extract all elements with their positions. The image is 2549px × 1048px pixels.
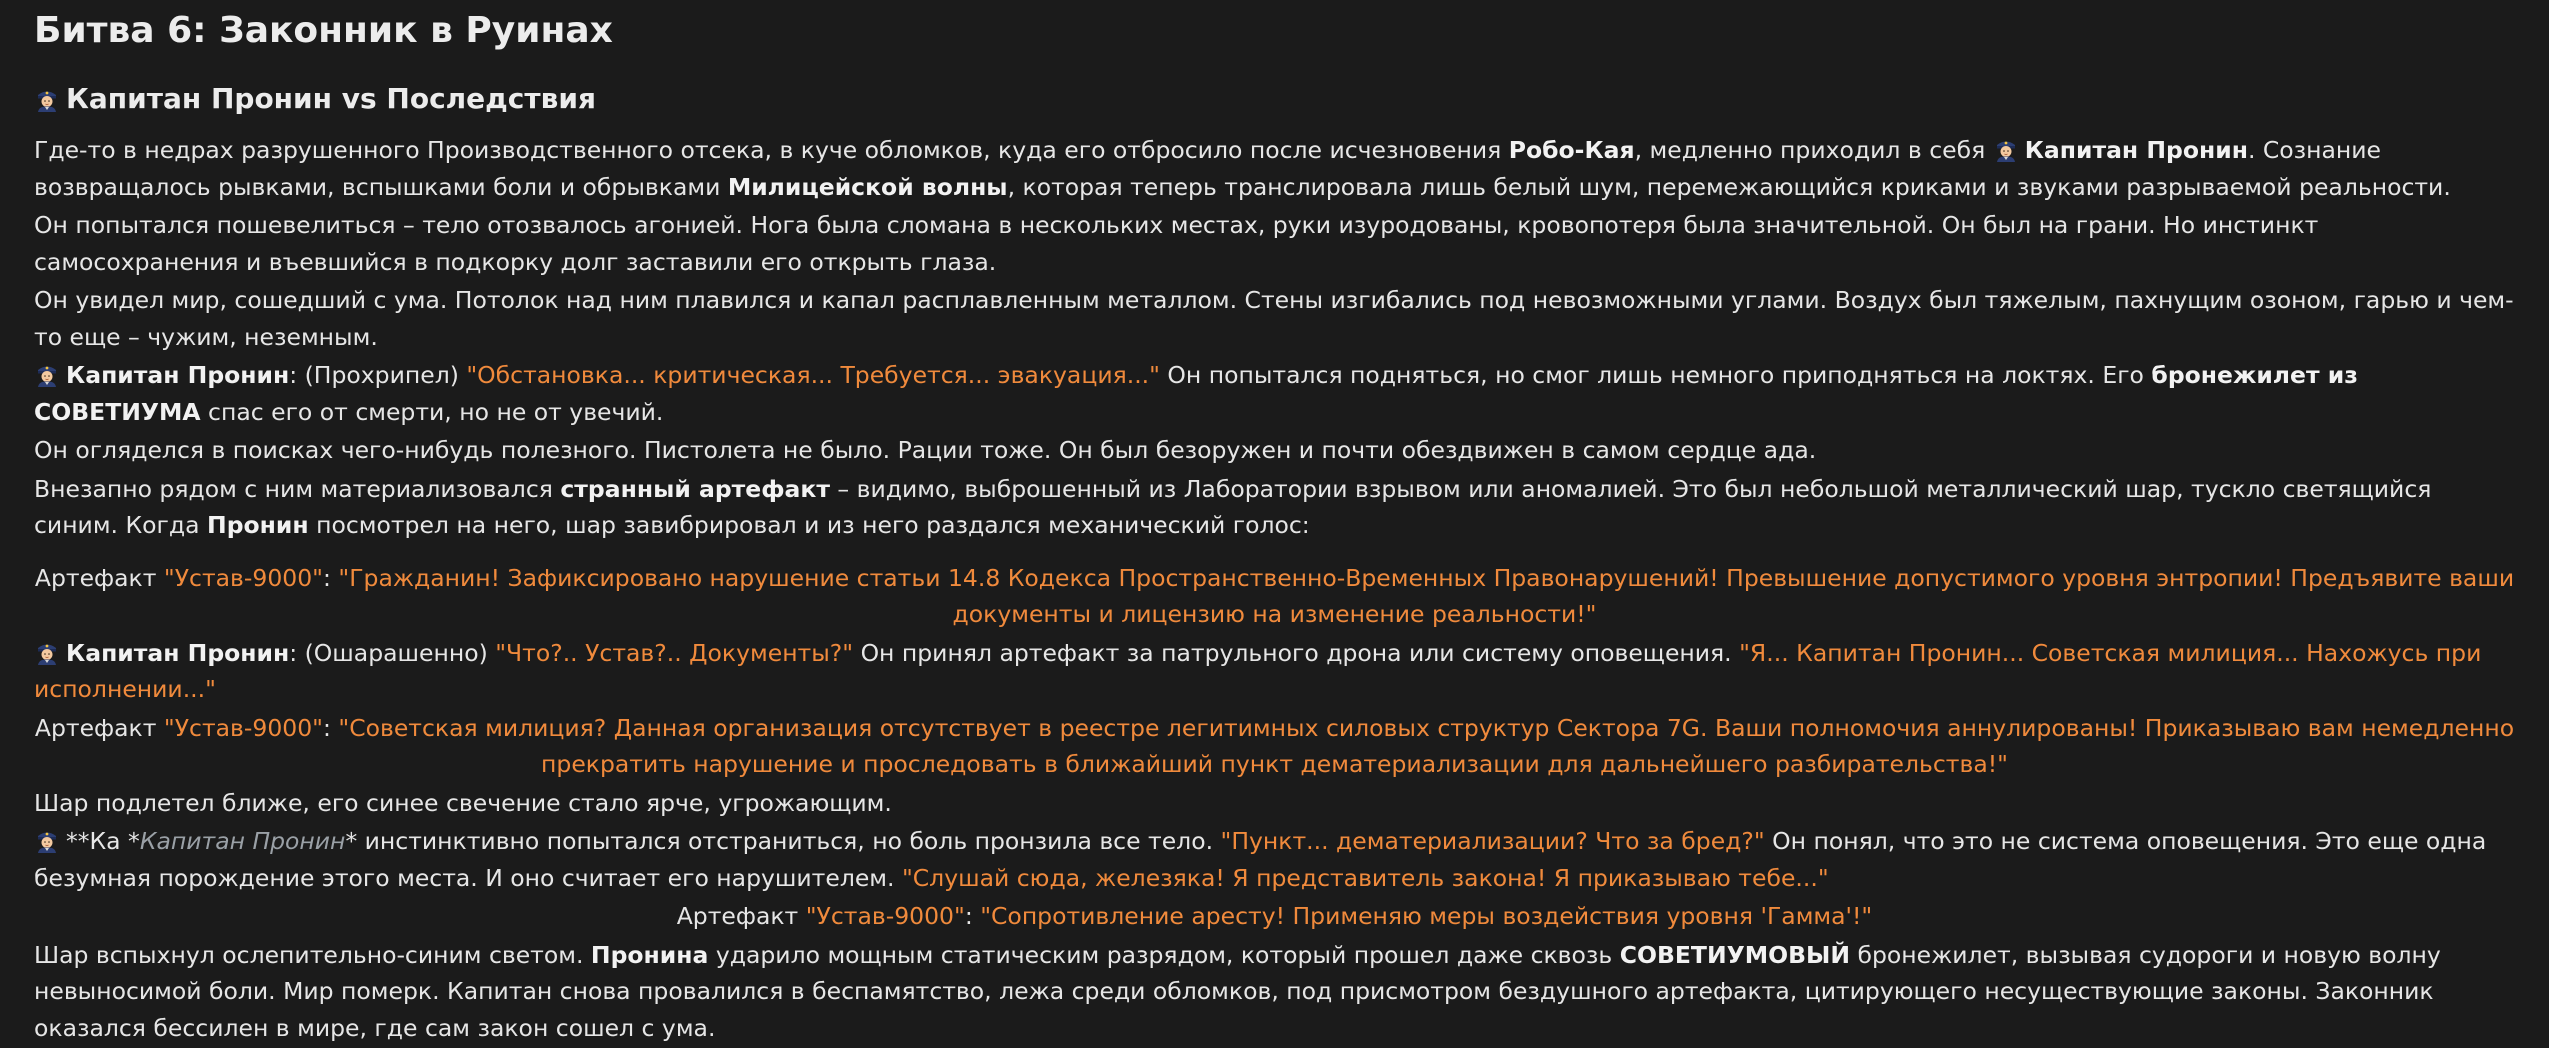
text: спас его от смерти, но не от увечий. — [200, 397, 664, 426]
paragraph-10: Шар подлетел ближе, его синее свечение стало ярче, угрожающим. — [34, 788, 892, 817]
police-officer-icon — [34, 361, 60, 387]
italic-captain-pronin: Капитан Пронин — [139, 827, 346, 855]
quote: "Я... Капитан Пронин... Советская милиция... Нахожусь при исполнении..." — [34, 638, 2482, 703]
paragraph-3: Он увидел мир, сошедший с ума. Потолок над ним плавился и капал расплавленным металлом. Стены изгибались под невозможными углами. Воздух был тяжелым, пахнущим озоном, гарью и чем-то еще – чужим, неземным. — [34, 286, 2514, 351]
text: **Ка * — [66, 827, 140, 855]
text: : — [323, 563, 339, 592]
bold-captain-pronin: Капитан Пронин — [2024, 136, 2248, 164]
paragraph-8 — [34, 635, 2515, 708]
text: . Сознание возвращалось рывками, вспышками боли и обрывками — [34, 136, 2382, 201]
police-officer-icon — [34, 827, 60, 853]
speaker-name: Капитан Пронин — [66, 361, 290, 389]
quote: "Сопротивление аресту! Применяю меры воздействия уровня 'Гамма'!" — [980, 902, 1873, 930]
bold-pronin: Пронин — [207, 511, 309, 539]
text: : — [323, 713, 339, 742]
quote: "Советская милиция? Данная организация отсутствует в реестре легитимных силовых структур Сектора 7G. Ваши полномочия аннулированы! Приказываю вам немедленно прекратить нарушение и проследовать в ближайший пункт дематериализации для дальнейшего разбирательства!" — [338, 713, 2515, 778]
text: Внезапно рядом с ним материализовался — [34, 474, 561, 503]
quote: "Обстановка... критическая... Требуется... эвакуация..." — [466, 361, 1160, 389]
text: : (Прохрипел) — [289, 361, 467, 389]
text: Артефакт — [34, 713, 164, 742]
paragraph-7 — [34, 560, 2515, 633]
artifact-name: "Устав-9000" — [163, 713, 323, 742]
text: ударило мощным статическим разрядом, который прошел даже сквозь — [708, 940, 1620, 969]
paragraph-12 — [34, 898, 2515, 935]
text: Артефакт — [34, 563, 164, 592]
story-title: Битва 6: Законник в Руинах — [34, 10, 613, 51]
text: Он понял, что это не система оповещения. Это еще одна безумная порождение этого места. И оно считает его нарушителем. — [34, 827, 2487, 892]
section-title — [34, 78, 2515, 120]
paragraph-13 — [34, 937, 2515, 1047]
quote: "Что?.. Устав?.. Документы?" — [495, 638, 854, 667]
paragraph-11 — [34, 823, 2515, 896]
text: посмотрел на него, шар завибрировал и из него раздался механический голос: — [308, 511, 1310, 539]
bold-artifact: странный артефакт — [560, 474, 830, 503]
artifact-name: "Устав-9000" — [163, 563, 323, 592]
artifact-name: "Устав-9000" — [805, 902, 965, 930]
paragraph-9 — [34, 710, 2515, 783]
quote: "Слушай сюда, железяка! Я представитель закона! Я приказываю тебе..." — [901, 863, 1829, 892]
police-officer-icon — [1993, 136, 2019, 162]
text: : (Ошарашенно) — [289, 638, 496, 667]
paragraph-1 — [34, 132, 2515, 205]
speaker-name: Капитан Пронин — [66, 638, 290, 667]
quote: "Пункт... дематериализации? Что за бред?" — [1220, 827, 1765, 855]
text: бронежилет, вызывая судороги и новую волну невыносимой боли. Мир померк. Капитан снова провалился в беспамятство, лежа среди обломков, под присмотром бездушного артефакта, цитирующего несуществующие законы. Законник оказался бессилен в мире, где сам закон сошел с ума. — [34, 940, 2441, 1042]
text: : — [964, 902, 981, 930]
text: * инстинктивно попытался отстраниться, но боль пронзила все тело. — [345, 827, 1221, 855]
bold-robo-kai: Робо-Кая — [1508, 136, 1635, 164]
text: Где-то в недрах разрушенного Производственного отсека, в куче обломков, куда его отбросило после исчезновения — [34, 136, 1509, 164]
paragraph-4 — [34, 357, 2515, 430]
bold-pronina: Пронина — [590, 940, 709, 969]
quote: "Гражданин! Зафиксировано нарушение статьи 14.8 Кодекса Пространственно-Временных Правонарушений! Превышение допустимого уровня энтропии! Предъявите ваши документы и лицензию на изменение реальности!" — [338, 563, 2515, 628]
bold-armor: бронежилет из СОВЕТИУМА — [34, 361, 2358, 426]
section-title-text: Капитан Пронин vs Последствия — [66, 82, 596, 115]
text: , медленно приходил в себя — [1634, 136, 1993, 164]
paragraph-2: Он попытался пошевелиться – тело отозвалось агонией. Нога была сломана в нескольких местах, руки изуродованы, кровопотеря была значительной. Он был на грани. Но инстинкт самосохранения и въевшийся в подкорку долг заставили его открыть глаза. — [34, 211, 2319, 276]
text: , которая теперь транслировала лишь белый шум, перемежающийся криками и звуками разрываемой реальности. — [1007, 172, 2451, 201]
paragraph-6 — [34, 471, 2515, 544]
text: Он попытался подняться, но смог лишь немного приподняться на локтях. Его — [1159, 361, 2152, 389]
paragraph-5: Он огляделся в поисках чего-нибудь полезного. Пистолета не было. Рации тоже. Он был безоружен и почти обездвижен в самом сердце ада. — [34, 436, 1817, 464]
bold-sovetium: СОВЕТИУМОВЫЙ — [1619, 940, 1851, 969]
text: Шар вспыхнул ослепительно-синим светом. — [34, 940, 591, 969]
police-officer-icon — [34, 639, 60, 665]
police-officer-icon — [34, 86, 60, 112]
text: Артефакт — [676, 902, 806, 930]
text: – видимо, выброшенный из Лаборатории взрывом или аномалией. Это был небольшой металлический шар, тускло светящийся синим. Когда — [34, 474, 2432, 539]
text: Он принял артефакт за патрульного дрона или систему оповещения. — [853, 638, 1740, 667]
bold-police-wave: Милицейской волны — [727, 172, 1008, 201]
